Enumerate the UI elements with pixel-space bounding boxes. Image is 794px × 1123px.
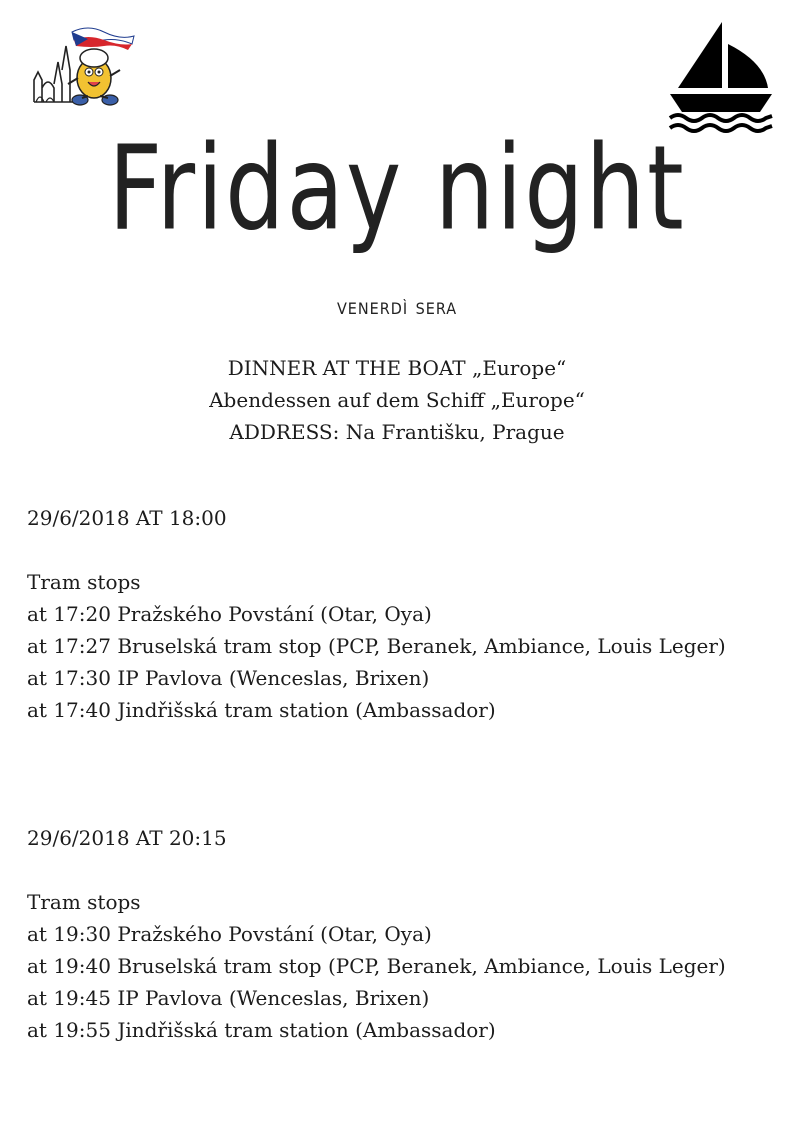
tram-stop-item: at 19:30 Pražského Povstání (Otar, Oya)	[27, 922, 432, 946]
page-subtitle: venerdì sera	[336, 294, 458, 320]
tram-stop-item: at 17:40 Jindřišská tram station (Ambassador)	[27, 698, 496, 722]
tram-stop-item: at 17:30 IP Pavlova (Wenceslas, Brixen)	[27, 666, 430, 690]
schedule-section-2	[27, 822, 767, 1046]
tram-stop-item: at 17:27 Bruselská tram stop (PCP, Beranek, Ambiance, Louis Leger)	[27, 634, 726, 658]
tram-stop-item: at 17:20 Pražského Povstání (Otar, Oya)	[27, 602, 432, 626]
tram-stop-item: at 19:55 Jindřišská tram station (Ambassador)	[27, 1018, 496, 1042]
schedule-section-1	[27, 502, 767, 726]
section-heading: Tram stops	[27, 570, 141, 594]
tram-stop-item: at 19:40 Bruselská tram stop (PCP, Beranek, Ambiance, Louis Leger)	[27, 954, 726, 978]
section-date: 29/6/2018 AT 20:15	[27, 826, 227, 850]
section-heading: Tram stops	[27, 890, 141, 914]
prague-castle-mascot-logo-icon	[28, 22, 140, 110]
event-info	[0, 352, 794, 448]
tram-stop-item: at 19:45 IP Pavlova (Wenceslas, Brixen)	[27, 986, 430, 1010]
sailboat-icon	[668, 18, 774, 134]
page-title: Friday night	[108, 119, 686, 257]
section-date: 29/6/2018 AT 18:00	[27, 506, 227, 530]
event-line-1: DINNER AT THE BOAT „Europe“	[227, 356, 567, 380]
event-line-2: Abendessen auf dem Schiff „Europe“	[209, 388, 585, 412]
event-address: ADDRESS: Na Františku, Prague	[229, 420, 565, 444]
